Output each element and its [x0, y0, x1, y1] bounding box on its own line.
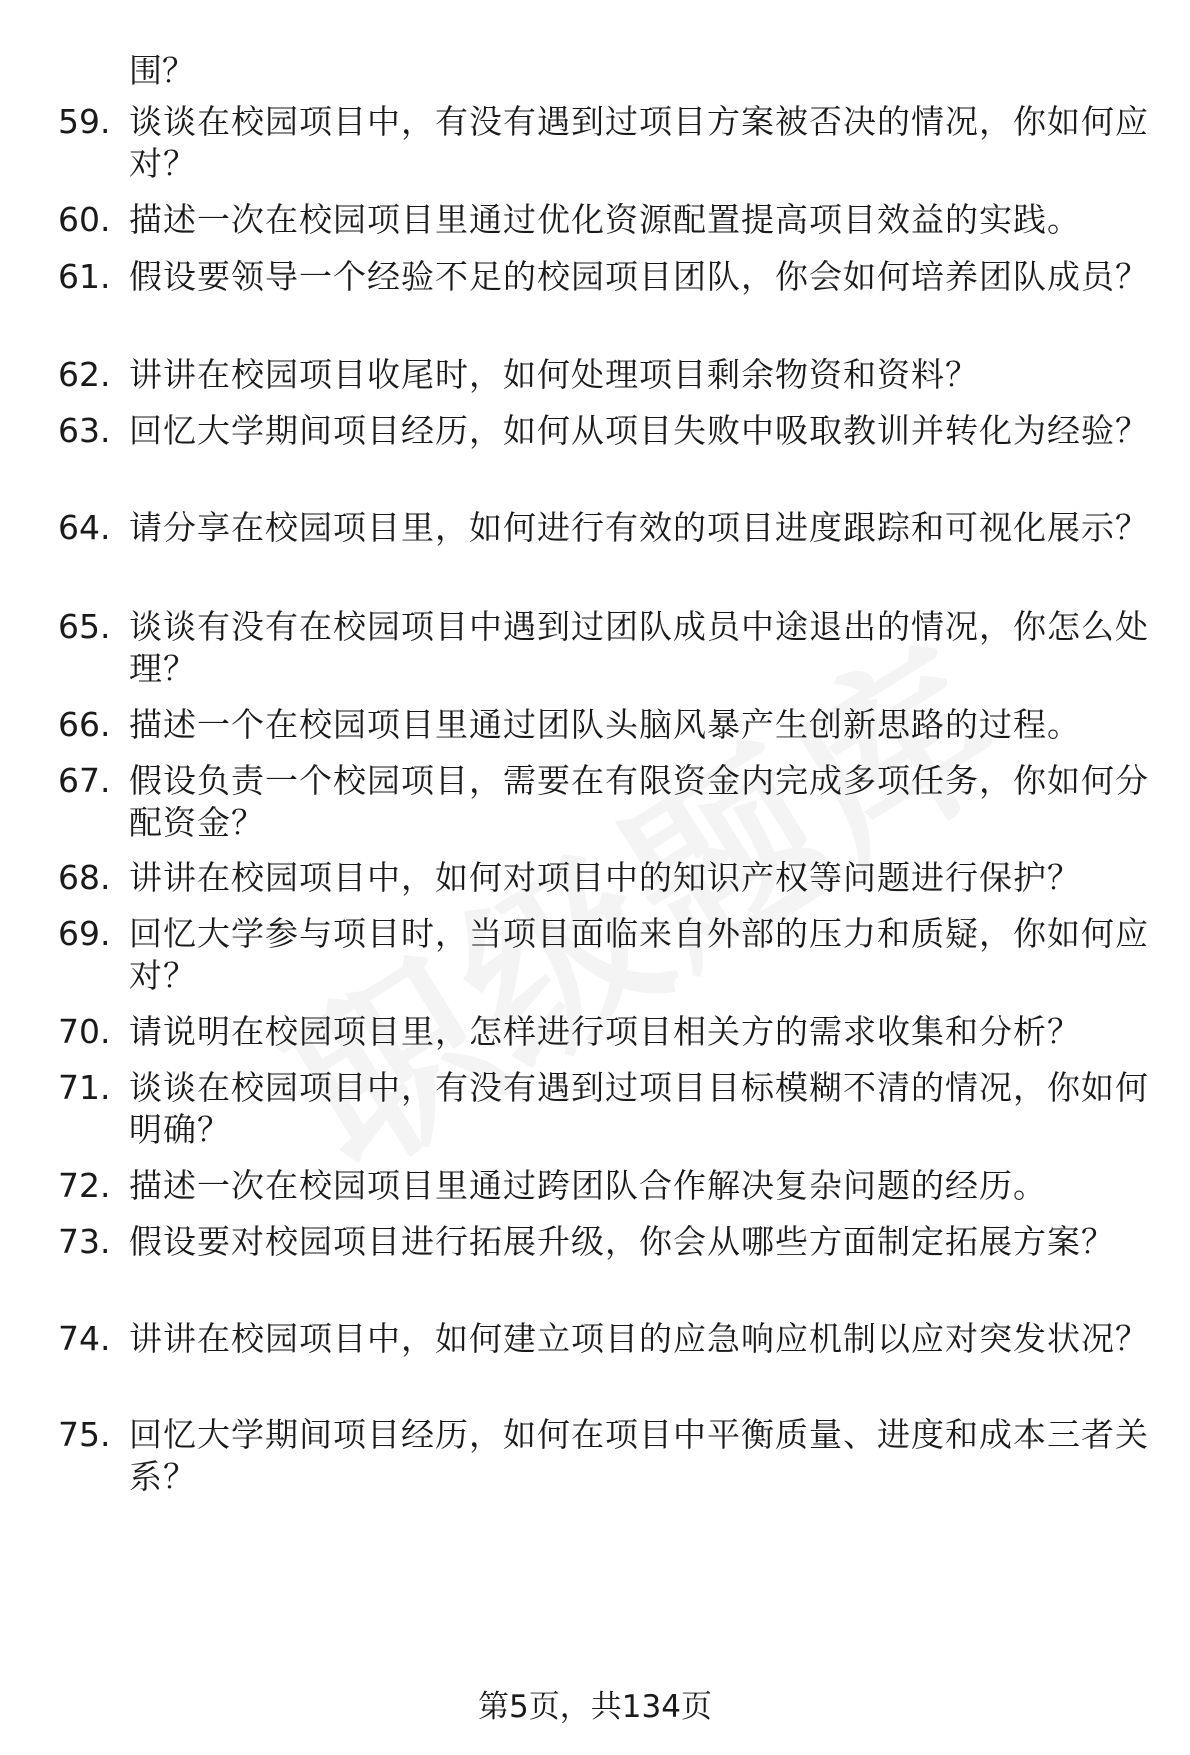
question-text: 谈谈有没有在校园项目中遇到过团队成员中途退出的情况，你怎么处理？ [129, 607, 1149, 688]
question-number: 66. [58, 705, 111, 744]
question-text: 假设要领导一个经验不足的校园项目团队，你会如何培养团队成员？ [129, 257, 1149, 296]
question-number: 62. [58, 355, 111, 394]
question-text: 讲讲在校园项目中，如何对项目中的知识产权等问题进行保护？ [129, 858, 1081, 897]
question-text: 回忆大学参与项目时，当项目面临来自外部的压力和质疑，你如何应对？ [129, 914, 1149, 995]
question-text: 讲讲在校园项目中，如何建立项目的应急响应机制以应对突发状况？ [129, 1319, 1149, 1358]
question-number: 63. [58, 411, 111, 450]
question-number: 67. [58, 761, 111, 800]
question-text: 谈谈在校园项目中，有没有遇到过项目目标模糊不清的情况，你如何明确？ [129, 1068, 1149, 1149]
question-number: 74. [58, 1319, 111, 1358]
question-number: 61. [58, 257, 111, 296]
question-text: 讲讲在校园项目收尾时，如何处理项目剩余物资和资料？ [129, 355, 979, 394]
continued-text: 围？ [129, 51, 195, 90]
question-number: 72. [58, 1166, 111, 1205]
question-text: 回忆大学期间项目经历，如何从项目失败中吸取教训并转化为经验？ [129, 411, 1149, 450]
question-number: 59. [58, 102, 111, 141]
question-text: 描述一次在校园项目里通过跨团队合作解决复杂问题的经历。 [129, 1166, 1047, 1205]
question-number: 69. [58, 914, 111, 953]
question-text: 请说明在校园项目里，怎样进行项目相关方的需求收集和分析？ [129, 1012, 1081, 1051]
question-number: 60. [58, 200, 111, 239]
question-text: 描述一次在校园项目里通过优化资源配置提高项目效益的实践。 [129, 200, 1081, 239]
page-footer: 第5页，共134页 [478, 1689, 712, 1725]
question-number: 65. [58, 607, 111, 646]
question-number: 71. [58, 1068, 111, 1107]
question-number: 70. [58, 1012, 111, 1051]
question-text: 谈谈在校园项目中，有没有遇到过项目方案被否决的情况，你如何应对？ [129, 102, 1149, 183]
question-number: 64. [58, 508, 111, 547]
question-text: 描述一个在校园项目里通过团队头脑风暴产生创新思路的过程。 [129, 705, 1081, 744]
question-text: 回忆大学期间项目经历，如何在项目中平衡质量、进度和成本三者关系？ [129, 1415, 1149, 1496]
question-text: 请分享在校园项目里，如何进行有效的项目进度跟踪和可视化展示？ [129, 508, 1149, 547]
question-text: 假设要对校园项目进行拓展升级，你会从哪些方面制定拓展方案？ [129, 1222, 1115, 1261]
question-number: 68. [58, 858, 111, 897]
question-number: 75. [58, 1415, 111, 1454]
question-number: 73. [58, 1222, 111, 1261]
question-text: 假设负责一个校园项目，需要在有限资金内完成多项任务，你如何分配资金？ [129, 761, 1149, 842]
